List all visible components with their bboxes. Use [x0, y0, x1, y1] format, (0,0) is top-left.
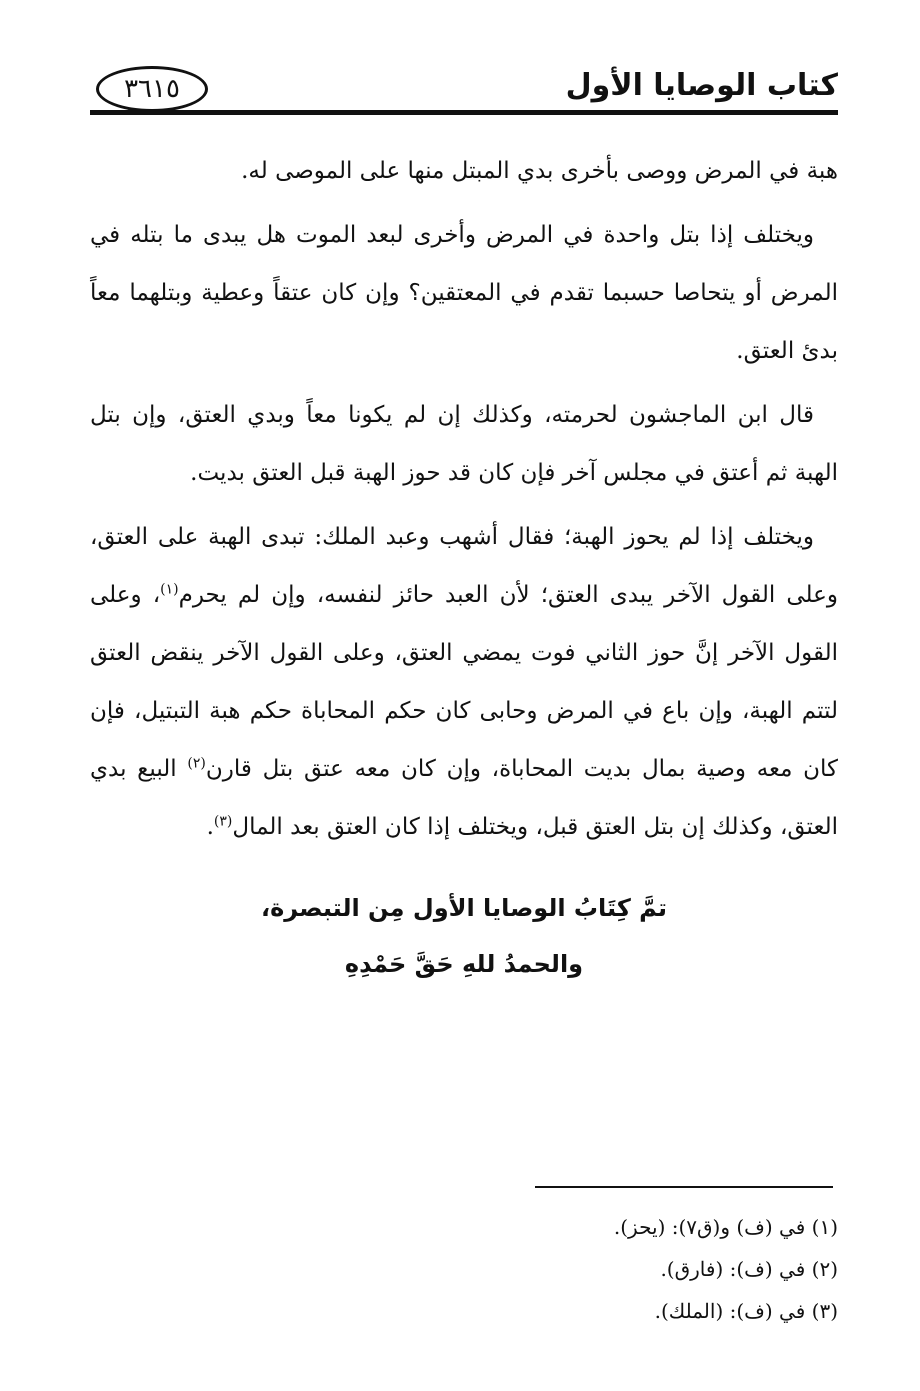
footnote-ref-2: (٢)	[187, 755, 206, 772]
footnote-3: (٣) في (ف): (الملك).	[654, 1299, 838, 1323]
paragraph-4	[90, 508, 838, 856]
main-text	[90, 142, 838, 862]
footnote-ref-3: (٣)	[213, 813, 233, 830]
page-number-badge	[96, 66, 208, 112]
paragraph-4-part-3: البيع بدي العتق، وكذلك إن بتل العتق قبل، ويختلف إذا كان العتق بعد المال	[90, 756, 838, 840]
footnote-1: (١) في (ف) و(ق٧): (يحز).	[613, 1215, 838, 1239]
footnote-separator	[535, 1186, 833, 1188]
paragraph-1: هبة في المرض ووصى بأخرى بدي المبتل منها على الموصى له.	[241, 158, 838, 184]
footnotes	[614, 1206, 838, 1332]
header-rule	[90, 110, 838, 115]
page-number: ٣٦١٥	[124, 74, 180, 104]
footnote-2: (٢) في (ف): (فارق).	[660, 1257, 838, 1281]
paragraph-3: قال ابن الماجشون لحرمته، وكذلك إن لم يكونا معاً وبدي العتق، وإن بتل الهبة ثم أعتق في مجلس آخر فإن كان قد حوز الهبة قبل العتق بديت.	[90, 402, 838, 486]
closing-colophon	[90, 880, 838, 992]
paragraph-2: ويختلف إذا بتل واحدة في المرض وأخرى لبعد الموت هل يبدى ما بتله في المرض أو يتحاصا حسبما تقدم في المعتقين؟ وإن كان عتقاً وعطية وبتلهما معاً بدئ العتق.	[90, 222, 838, 364]
paragraph-4-part-1: ويختلف إذا لم يحوز الهبة؛ فقال أشهب وعبد الملك: تبدى الهبة على العتق، وعلى القول الآخر يبدى العتق؛ لأن العبد حائز لنفسه، وإن لم يحرم	[90, 524, 838, 608]
closing-line-1: تمَّ كِتَابُ الوصايا الأول مِن التبصرة،	[261, 894, 667, 922]
paragraph-4-part-2: ، وعلى القول الآخر إنَّ حوز الثاني فوت يمضي العتق، وعلى القول الآخر ينقض العتق لتتم الهبة، وإن باع في المرض وحابى كان حكم المحاباة حكم هبة التبتيل، فإن كان معه وصية بمال بديت المحاباة، وإن كان معه عتق بتل قارن	[90, 582, 838, 782]
closing-line-2: والحمدُ للهِ حَقَّ حَمْدِهِ	[344, 950, 584, 978]
paragraph-4-part-4: .	[206, 814, 214, 840]
footnote-ref-1: (١)	[160, 581, 179, 598]
book-title: كتاب الوصايا الأول	[565, 68, 838, 103]
